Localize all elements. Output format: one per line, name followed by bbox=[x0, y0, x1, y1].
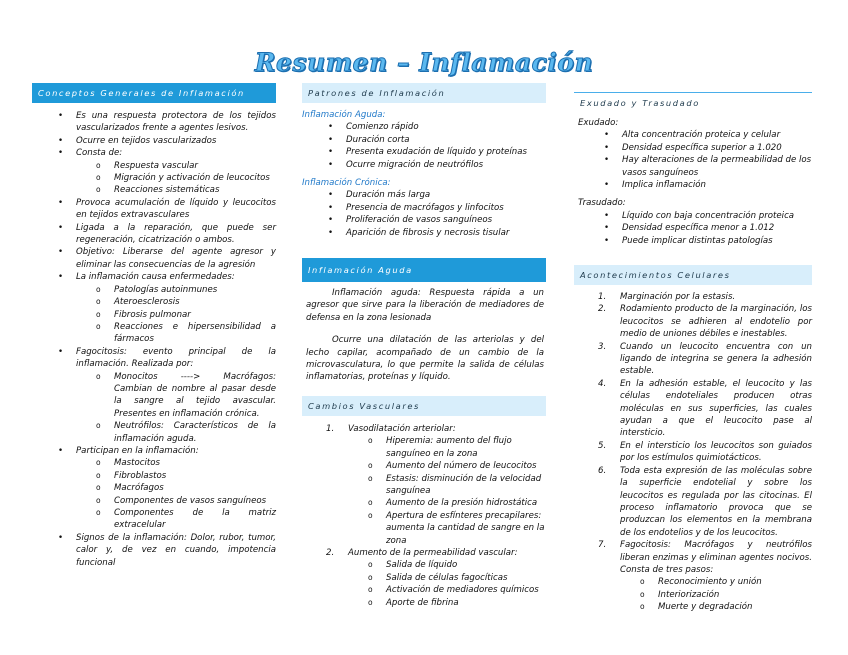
sub-list-item: o Apertura de esfínteres precapilares: aumenta la cantidad de sangre en la zona bbox=[348, 510, 546, 547]
section-header-patrones: Patrones de Inflamación bbox=[302, 83, 546, 103]
aguda-list bbox=[302, 121, 546, 171]
item-text: En el intersticio los leucocitos son guiados por los estímulos quimiotácticos. bbox=[620, 440, 812, 464]
item-number: 7. bbox=[598, 540, 607, 551]
sub-list-item: o Fibroblastos bbox=[76, 470, 276, 482]
numbered-item bbox=[574, 341, 812, 378]
list-item: • Puede implicar distintas patologías bbox=[578, 235, 812, 247]
item-text: Aumento de la permeabilidad vascular: bbox=[348, 548, 518, 559]
sub-list-item: o Activación de mediadores químicos bbox=[348, 584, 546, 596]
label-trasudado: Trasudado: bbox=[578, 198, 626, 209]
sub-list-item: o Aporte de fibrina bbox=[348, 597, 546, 609]
item-text: Vasodilatación arteriolar: bbox=[348, 424, 456, 434]
item-text: Cuando un leucocito encuentra con un ligando de integrina se genera la adhesión estable. bbox=[620, 341, 812, 377]
sub-list-item: o Respuesta vascular bbox=[76, 160, 276, 172]
list-item-text: Ligada a la reparación, que puede ser regeneración, cicatrización o ambos. bbox=[76, 222, 276, 246]
list-item-text: Consta de: bbox=[76, 148, 123, 159]
sub-list bbox=[76, 371, 276, 445]
label-exudado: Exudado: bbox=[578, 118, 619, 128]
sub-list-item: o Fibrosis pulmonar bbox=[76, 309, 276, 321]
list-item: • Comienzo rápido bbox=[302, 121, 546, 133]
sub-list-item: o Aumento de la presión hidrostática bbox=[348, 497, 546, 509]
list-item bbox=[32, 246, 276, 271]
list-item-text: Fagocitosis: evento principal de la inflamación. Realizada por: bbox=[76, 346, 276, 370]
list-item: • Ocurre migración de neutrófilos bbox=[302, 159, 546, 171]
list-item-text: Ocurre en tejidos vascularizados bbox=[76, 135, 217, 146]
sub-list-item: o Patologías autoinmunes bbox=[76, 284, 276, 296]
list-item: • Hay alteraciones de la permeabilidad de los vasos sanguíneos bbox=[578, 154, 812, 179]
list-item bbox=[32, 445, 276, 532]
list-item bbox=[32, 532, 276, 569]
list-item: • Densidad específica menor a 1.012 bbox=[578, 222, 812, 234]
sub-list-item: o Aumento del número de leucocitos bbox=[348, 460, 546, 472]
numbered-item bbox=[574, 539, 812, 613]
item-text: En la adhesión estable, el leucocito y las células endoteliales producen otras moléculas en sus superficies, las cuales ayudan a que el leucocito pase al intersticio. bbox=[620, 378, 812, 439]
page-title: Resumen – Inflamación bbox=[254, 48, 594, 77]
item-number: 6. bbox=[598, 465, 607, 476]
sub-list-item: o Migración y activación de leucocitos bbox=[76, 172, 276, 184]
aguda-paragraph-2: Ocurre una dilatación de las arteriolas y del lecho capilar, acompañado de un cambio de la microvasculatura, lo que permite la salida de células inflamatorias, proteínas y líquido. bbox=[306, 335, 544, 383]
item-number: 5. bbox=[598, 440, 607, 451]
numbered-item bbox=[574, 303, 812, 340]
sub-list-item: o Reacciones e hipersensibilidad a fármacos bbox=[76, 321, 276, 346]
sub-list-item: o Componentes de la matriz extracelular bbox=[76, 507, 276, 532]
list-item bbox=[32, 135, 276, 147]
list-item: • Alta concentración proteica y celular bbox=[578, 129, 812, 141]
list-item: • Implica inflamación bbox=[578, 179, 812, 191]
sub-list-item: o Mastocitos bbox=[76, 457, 276, 469]
item-number: 4. bbox=[598, 378, 607, 389]
item-text: Marginación por la estasis. bbox=[620, 292, 736, 302]
numbered-item bbox=[574, 291, 812, 303]
numbered-item bbox=[302, 547, 546, 609]
item-number: 2. bbox=[326, 548, 335, 559]
section-header-exudado: Exudado y Trasudado bbox=[574, 92, 812, 112]
sub-list-item: o Interiorización bbox=[620, 589, 812, 601]
list-item-text: Objetivo: Liberarse del agente agresor y eliminar las consecuencias de la agresión bbox=[76, 247, 276, 270]
item-text: Rodamiento producto de la marginación, los leucocitos se adhieren al endotelio por medio de uniones débiles e inestables. bbox=[620, 304, 812, 340]
list-item: • Densidad específica superior a 1.020 bbox=[578, 142, 812, 154]
list-item-text: Es una respuesta protectora de los tejidos vascularizados frente a agentes lesivos. bbox=[76, 111, 276, 134]
item-number: 2. bbox=[598, 304, 607, 315]
sub-list bbox=[76, 457, 276, 531]
sub-list-item: o Muerte y degradación bbox=[620, 601, 812, 613]
sub-list-item: o Salida de líquido bbox=[348, 559, 546, 571]
cronica-list bbox=[302, 189, 546, 239]
label-inflamacion-cronica: Inflamación Crónica: bbox=[302, 178, 391, 189]
section-header-inflamacion-aguda: Inflamación Aguda bbox=[302, 258, 546, 282]
sub-list bbox=[76, 284, 276, 346]
numbered-item bbox=[574, 465, 812, 539]
list-item-text: Signos de la inflamación: Dolor, rubor, tumor, calor y, de vez en cuando, impotencia funcional bbox=[76, 532, 276, 568]
section-header-acontecimientos: Acontecimientos Celulares bbox=[574, 265, 812, 285]
list-item: • Duración corta bbox=[302, 134, 546, 146]
list-item-text: La inflamación causa enfermedades: bbox=[76, 272, 235, 283]
sub-list-item: o Reconocimiento y unión bbox=[620, 576, 812, 588]
list-item: • Duración más larga bbox=[302, 189, 546, 201]
sub-list bbox=[76, 160, 276, 197]
sub-list-item: o Estasis: disminución de la velocidad sanguínea bbox=[348, 473, 546, 498]
sub-list-item: o Componentes de vasos sanguíneos bbox=[76, 495, 276, 507]
list-item-text: Participan en la inflamación: bbox=[76, 445, 199, 456]
item-text: Fagocitosis: Macrófagos y neutrófilos liberan enzimas y eliminan agentes nocivos. Consta de tres pasos: bbox=[620, 540, 812, 575]
label-inflamacion-aguda: Inflamación Aguda: bbox=[302, 110, 386, 120]
numbered-item bbox=[302, 423, 546, 547]
list-item bbox=[32, 197, 276, 222]
acontecimientos-list bbox=[574, 291, 812, 614]
conceptos-list bbox=[32, 110, 276, 569]
list-item bbox=[32, 346, 276, 445]
exudado-list bbox=[578, 129, 812, 191]
section-header-conceptos: Conceptos Generales de Inflamación bbox=[32, 83, 276, 103]
sub-list-item: o Neutrófilos: Característicos de la inflamación aguda. bbox=[76, 420, 276, 445]
sub-list-item: o Monocitos ----> Macrófagos: Cambian de nombre al pasar desde la sangre al tejido avascular. Presentes en inflamación crónica. bbox=[76, 371, 276, 421]
numbered-item bbox=[574, 440, 812, 465]
list-item: • Líquido con baja concentración proteica bbox=[578, 210, 812, 222]
item-number: 3. bbox=[598, 341, 607, 352]
sub-list bbox=[348, 435, 546, 547]
sub-list-item: o Hiperemia: aumento del flujo sanguíneo en la zona bbox=[348, 435, 546, 460]
item-text: Toda esta expresión de las moléculas sobre la superficie endotelial y sobre los leucocitos es regulada por las citocinas. El proceso inflamatorio provoca que se produzcan los elementos en la membrana de los endotelios y de los leucocitos. bbox=[620, 465, 812, 538]
item-number: 1. bbox=[598, 292, 607, 302]
trasudado-list bbox=[578, 210, 812, 247]
section-header-cambios: Cambios Vasculares bbox=[302, 396, 546, 416]
item-number: 1. bbox=[326, 424, 335, 434]
sub-list bbox=[348, 559, 546, 609]
sub-list-item: o Salida de células fagocíticas bbox=[348, 572, 546, 584]
aguda-paragraph-1: Inflamación aguda: Respuesta rápida a un agresor que sirve para la liberación de mediadores de defensa en la zona lesionada bbox=[306, 288, 544, 323]
list-item bbox=[32, 110, 276, 135]
list-item: • Presenta exudación de líquido y proteínas bbox=[302, 146, 546, 158]
list-item bbox=[32, 147, 276, 197]
list-item bbox=[32, 222, 276, 247]
numbered-item bbox=[574, 378, 812, 440]
list-item-text: Provoca acumulación de líquido y leucocitos en tejidos extravasculares bbox=[76, 197, 276, 221]
list-item: • Presencia de macrófagos y linfocitos bbox=[302, 202, 546, 214]
list-item: • Aparición de fibrosis y necrosis tisular bbox=[302, 227, 546, 239]
cambios-list bbox=[302, 423, 546, 609]
sub-list bbox=[620, 576, 812, 613]
sub-list-item: o Ateroesclerosis bbox=[76, 296, 276, 308]
sub-list-item: o Macrófagos bbox=[76, 482, 276, 494]
list-item bbox=[32, 271, 276, 345]
list-item: • Proliferación de vasos sanguíneos bbox=[302, 214, 546, 226]
sub-list-item: o Reacciones sistemáticas bbox=[76, 184, 276, 196]
